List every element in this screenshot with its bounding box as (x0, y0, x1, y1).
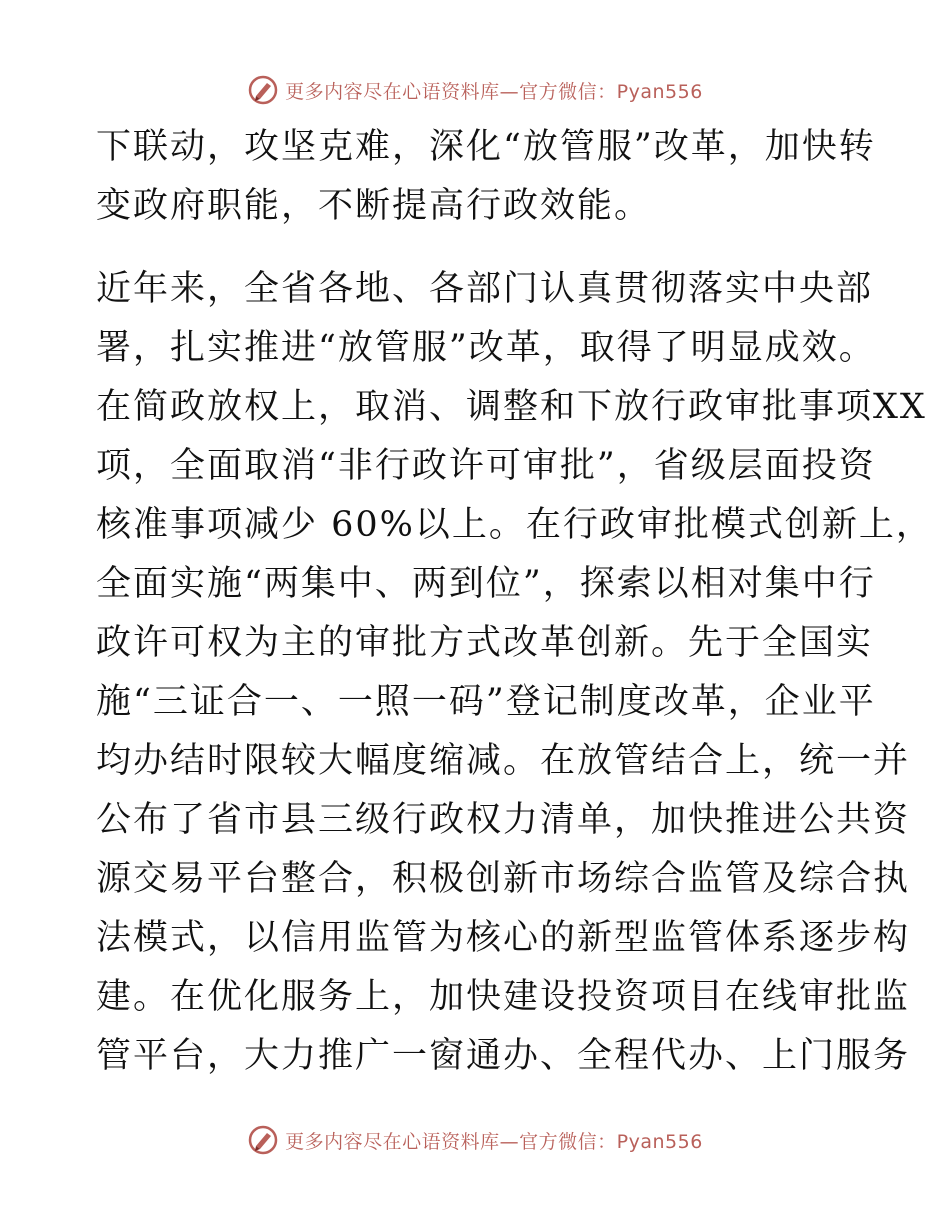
text-line: 核准事项减少 60%以上。在行政审批模式创新上， (96, 505, 933, 545)
text-line: 变政府职能，不断提高行政效能。 (96, 186, 652, 226)
text-line: 法模式，以信用监管为核心的新型监管体系逐步构 (96, 918, 911, 958)
text-line: 署，扎实推进“放管服”改革，取得了明显成效。 (96, 328, 876, 368)
paragraph (96, 118, 876, 236)
text-line: 管平台，大力推广一窗通办、全程代办、上门服务 (96, 1036, 911, 1076)
text-line: 均办结时限较大幅度缩减。在放管结合上，统一并 (96, 741, 911, 781)
watermark-text: 更多内容尽在心语资料库—官方微信：Pyan556 (285, 1130, 703, 1153)
document-body (96, 118, 933, 1086)
pen-circle-logo-icon (247, 74, 279, 106)
text-line: 下联动，攻坚克难，深化“放管服”改革，加快转 (96, 127, 876, 167)
text-line: 项，全面取消“非行政许可审批”，省级层面投资 (96, 446, 876, 486)
footer-watermark (0, 1120, 950, 1160)
text-line: 源交易平台整合，积极创新市场综合监管及综合执 (96, 859, 911, 899)
text-line: 政许可权为主的审批方式改革创新。先于全国实 (96, 623, 874, 663)
text-line: 建。在优化服务上，加快建设投资项目在线审批监 (96, 977, 911, 1017)
header-watermark (0, 70, 950, 110)
text-line: 近年来，全省各地、各部门认真贯彻落实中央部 (96, 269, 874, 309)
text-line: 施“三证合一、一照一码”登记制度改革，企业平 (96, 682, 876, 722)
text-line: 全面实施“两集中、两到位”，探索以相对集中行 (96, 564, 876, 604)
paragraph (96, 260, 933, 1086)
watermark-text: 更多内容尽在心语资料库—官方微信：Pyan556 (285, 80, 703, 103)
text-line: 公布了省市县三级行政权力清单，加快推进公共资 (96, 800, 911, 840)
text-line: 在简政放权上，取消、调整和下放行政审批事项XX (96, 387, 927, 427)
pen-circle-logo-icon (247, 1124, 279, 1156)
